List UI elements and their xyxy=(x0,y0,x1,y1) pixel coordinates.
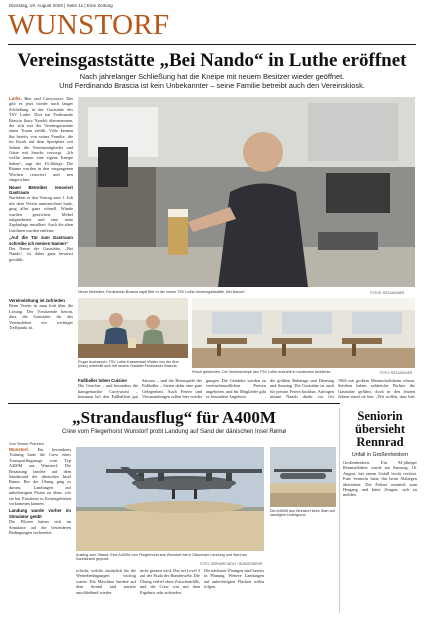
article1-col1-text: Bier und Currywurst: Das gibt es jetzt wieder nach langer Schließung in der Gaststätte des TSV Luthe. Dort hat Ferdinando Brascia (kurz Nando) übernommen, der sich mit der Vereinsgaststätte einen Traum erfüllt. Viele kennen ihn bereits von seiner Familie, die im Kiosk auf dem Sportplatz seit Jahren die Vereinsmitglieder und Gäste mit Snacks versorgt. „Ich wollte immer eine eigene Kneipe haben“, sagt der 43-Jährige. Die Räume wurden in den vergangenen Wochen renoviert und neu eingerichtet. xyxy=(9,96,73,183)
photo-a400m xyxy=(76,447,264,551)
sidebar-box xyxy=(343,410,417,459)
article2-byline: Von Simon Poirelch xyxy=(9,441,44,446)
photo-a400m-credit: FOTO: GERHARD WOLF / BUNDESWEHR xyxy=(200,562,263,566)
article2-subhead: Crew vom Fliegerhorst Wunstorf probt Landung auf Sand der dänischen Insel Rømø xyxy=(62,429,286,435)
photo-a400m-small-caption: Die A400M aus Wunstorf beim Start auf sandigem Untergrund. xyxy=(270,509,335,518)
article1-column-3 xyxy=(142,378,202,400)
article1-column-4 xyxy=(206,378,266,400)
article1-col1-subheading-1: Neuer Betreiber renoviert Gastraum xyxy=(9,184,73,195)
article2-column-4 xyxy=(204,568,264,613)
photo-bartender xyxy=(78,97,415,287)
article1-col6-text: 1966 mit großem Mannschaftsheim erbaut. Seitdem haben zahlreiche Pächter die Gaststätte geführt, doch in den letzten Jahren stand sie leer. „Wir wollen, dass hier xyxy=(338,378,415,400)
sidebar-body: Großenheidorn. Ein 94-jähriger Rennradfahrer wurde am Samstag, 16. August, bei einem Unfall leicht verletzt. Eine Seniorin hatte ihn beim Abbiegen übersehen. Die Polizei ermittelt zum Hergang und bittet Zeugen, sich zu melden. xyxy=(343,460,417,498)
article2-column-2 xyxy=(76,568,136,613)
article1-col1-text-2: Nachdem er den Vertrag zum 1. Juli mit dem Verein unterzeichnet hatte, ging alles ganz schnell. Wände wurden gestrichen, Möbel aufgearbeitet und eine neue Zapfanlage installiert. Auch die alten Gardinen wurden entfernt. xyxy=(9,195,73,233)
article1-column-5 xyxy=(270,378,334,400)
photo-interior-image xyxy=(192,298,415,368)
photo-a400m-image xyxy=(76,447,264,551)
article1-col1-subheading-2: „Auf die Tür zum Gastraum schreibe ich meinen Namen“ xyxy=(9,235,73,246)
photo-bartender-credit: FOTOS: RITA MAGNER xyxy=(370,291,405,295)
article1-column-2 xyxy=(78,378,138,400)
article1-col4-text: gungen. Die Getränke werden zu vereinsfreundlichen Preisen angeboten, und für Mitglieder gibt es besondere Angebote. xyxy=(206,378,266,400)
article1-column-6 xyxy=(338,378,415,400)
article2-col1-text: Ein besonderes Training hatte die Crew eines Transportflugzeugs vom Typ A400M aus Wunstorf: Die Besatzung landete auf dem Sandstrand der dänischen Insel Rømø. Bei der Übung ging es darum, Landungen auf unbefestigten Pisten zu üben, wie sie bei Einsätzen in Krisengebieten vorkommen können. xyxy=(9,447,71,507)
article-divider xyxy=(8,403,340,404)
article1-col1-text-3: Der Name der Gaststätte, „Bei Nando“, ist dabei ganz bewusst gewählt. xyxy=(9,245,73,262)
sidebar-divider xyxy=(339,408,340,613)
sidebar-title: Seniorin übersieht Rennrad xyxy=(355,409,405,449)
photo-interior-credit: FOTO: RITA MAGNER xyxy=(380,371,413,375)
photo-bartender-caption: Neuer Betreiber: Ferdinando Brascia zapft Bier in der neuen TSV Luthe-Vereinsgaststätte „Bei Nando“. xyxy=(78,290,246,294)
article1-headline: Vereinsgaststätte „Bei Nando“ in Luthe eröffnet xyxy=(17,50,407,71)
article2-col4-text: nicht gesamt wird. Das sei Level 3 auf der Skala der Bundeswehr. Die Übung verlief ohne Zwischenfälle, und die Crew war mit dem Ergebnis sehr zufrieden. xyxy=(140,568,200,595)
article2-headline: „Strandausflug“ für A400M xyxy=(72,408,276,427)
article2-col1-text-2: Die Piloten hatten sich im Simulator auf die besonderen Bedingungen vorbereitet. xyxy=(9,519,71,536)
article2-column-3 xyxy=(140,568,200,613)
article2-col1-subheading-1: Landung wurde vorher im Simulator geübt xyxy=(9,508,71,519)
sidebar-text xyxy=(343,460,417,610)
photo-interior-caption: Frisch gestrichen: Die Vereinskneipe des TSV Luthe erstrahlt in modernem Ambiente. xyxy=(192,370,332,374)
article1-col5-text: die größten Ruhetage und Dienstag und Sonntag. Die Gaststätte ist auch für private Feiern buchbar, Anfragen nimmt Nando direkt vor Ort xyxy=(270,378,334,400)
photo-bartender-image xyxy=(78,97,415,287)
photo-two-men xyxy=(78,298,188,358)
article1-col3-text: Saisons – und die Heimspiele der Fußballer – bieten dafür eine gute Gelegenheit. Auch Feiern und Versammlungen sollen hier wieder xyxy=(142,378,202,400)
page-dateline: Dienstag, 19. August 2025 | Seite 11 | Eine Zeitung xyxy=(9,3,113,8)
article2-col5-text: Die nächsten Übungen sind bereits in Planung. Weitere Landungen auf unbefestigten Flächen sollen folgen. xyxy=(204,568,264,590)
section-title: WUNSTORF xyxy=(8,9,170,41)
photo-two-men-caption: Roger Audoarsch: TSV Luthe-Kassenwart Walter von der Ahe (links) unterhält sich mit neuem Gastwirt Ferdinando Brascia. xyxy=(78,360,179,369)
photo-two-men-image xyxy=(78,298,188,358)
photo-interior xyxy=(192,298,415,368)
article1-col2-subheading-1: Fußballer loben Cuisine xyxy=(78,378,127,383)
article2-col3-text: schickt, welche zusätzlich für die Wetterbedingungen wichtig waren. Die Maschine landete auf dem Strand und startete anschließend wieder. xyxy=(76,568,136,595)
photo-a400m-caption: Ausflug zum Strand: Eine A400M vom Fliegerhorst aus Wunstorf hat in Dänemark Landung und Start am Sandstrand geprobt. xyxy=(76,553,247,562)
article1-subhead-line2: Und Ferdinando Brascia ist kein Unbekannter – seine Familie betreibt auch den Vereinskiosk. xyxy=(59,81,365,90)
article1-subhead-line1: Nach jahrelanger Schließung hat die Kneipe mit neuem Besitzer wieder geöffnet. xyxy=(79,72,345,81)
article2-lead: Wunstorf. xyxy=(9,447,29,452)
article2-column-1 xyxy=(9,447,71,613)
sidebar-subtitle: Unfall in Großenheidorn xyxy=(351,452,409,458)
photo-a400m-small-image xyxy=(270,447,336,507)
photo-a400m-small xyxy=(270,447,336,507)
section-rule xyxy=(8,44,416,45)
article1-column-1 xyxy=(9,96,73,296)
article1-lead: Luthe. xyxy=(9,96,22,101)
article1-col2-text: Die Gerichte – und besonders die hausgemachte Currywurst – kommen bei den Fußballern gut xyxy=(78,383,138,400)
article1-column-1b xyxy=(9,298,73,398)
article1-col2-subheading-2: Vereinsleitung ist zufrieden xyxy=(9,298,65,303)
article1-col2-text-2: Beim Verein ist man froh über die Lösung. Der Vorsitzende betont, dass die Gaststätte für das Vereinsleben ein wichtiger Treffpunkt ist. xyxy=(9,303,73,331)
